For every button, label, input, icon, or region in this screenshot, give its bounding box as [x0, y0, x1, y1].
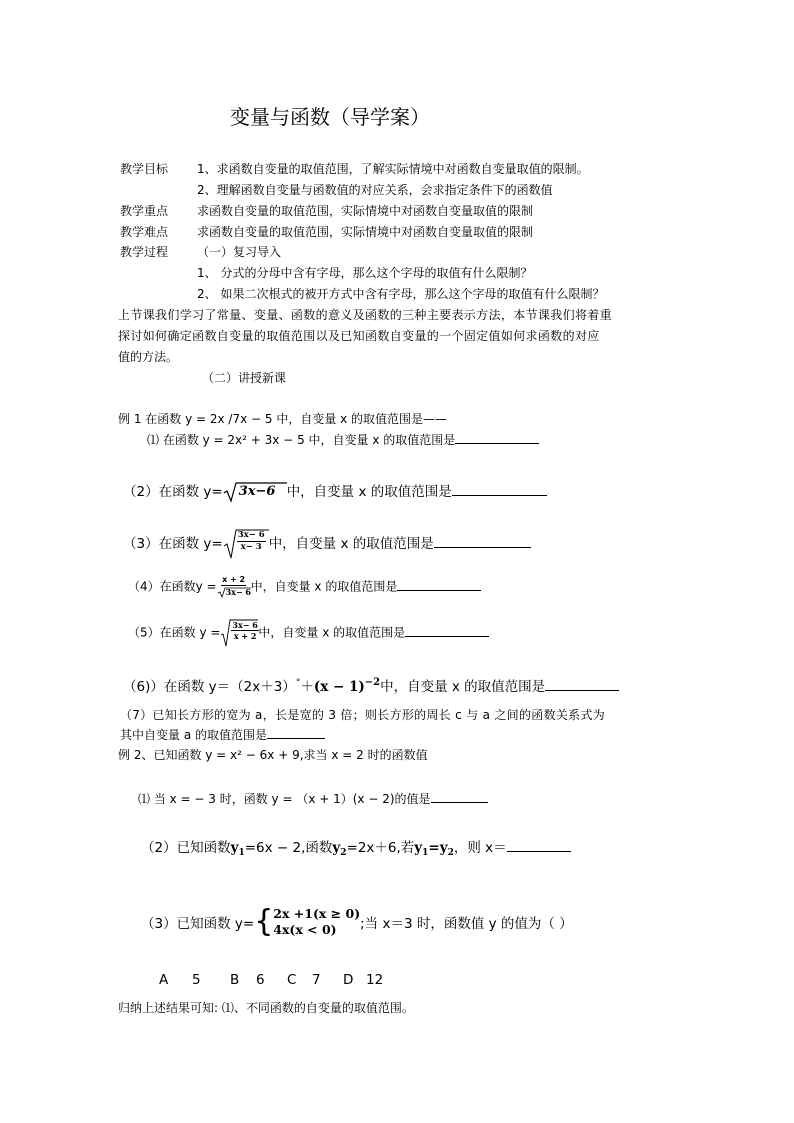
answer-blank[interactable] — [434, 535, 531, 548]
power-exponent: −2 — [364, 677, 381, 688]
question-prefix: （4）在函数y = — [128, 579, 217, 594]
question-suffix: 中，自变量 x 的取值范围是 — [250, 579, 398, 594]
intro-line-1: 上节课我们学习了常量、变量、函数的意义及函数的三种主要表示方法，本节课我们将着重 — [118, 308, 613, 322]
example-1-question-2 — [123, 480, 547, 503]
degree-superscript: ° — [295, 678, 301, 688]
key-text: 求函数自变量的取值范围，实际情境中对函数自变量取值的限制 — [197, 204, 534, 218]
intro-line-3: 值的方法。 — [118, 350, 179, 364]
example-1-question-3 — [123, 528, 531, 560]
y-variable: y — [332, 840, 341, 856]
option-b-value: 6 — [256, 972, 265, 988]
numerator: 3x− 6 — [232, 620, 258, 630]
question-prefix: （5）在函数 y = — [128, 625, 221, 640]
example-2-question-2 — [141, 836, 571, 856]
answer-blank[interactable] — [507, 839, 571, 852]
answer-blank[interactable] — [455, 431, 539, 444]
question-suffix: 中，自变量 x 的取值范围是 — [286, 484, 452, 500]
case-2: 4x(x < 0) — [273, 922, 337, 937]
question-suffix: 中，自变量 x 的取值范围是 — [268, 536, 434, 552]
answer-blank[interactable] — [267, 726, 325, 739]
answer-blank[interactable] — [452, 483, 547, 496]
goal-text-2: 2、理解函数自变量与函数值的对应关系，会求指定条件下的函数值 — [197, 183, 553, 197]
example-1-question-7-line-1: （7）已知长方形的宽为 a，长是宽的 3 倍；则长方形的周长 c 与 a 之间的函数关系式为 — [120, 708, 606, 722]
question-suffix: 中，自变量 x 的取值范围是 — [258, 625, 406, 640]
subscript: 2 — [340, 848, 347, 858]
option-b-label[interactable]: B — [230, 972, 240, 988]
answer-blank[interactable] — [545, 678, 619, 691]
hard-label: 教学难点 — [120, 225, 169, 239]
answer-blank[interactable] — [431, 790, 488, 803]
question-prefix: （2）在函数 y= — [123, 484, 223, 500]
power-base: (x − 1) — [313, 679, 365, 695]
question-suffix: 中，自变量 x 的取值范围是 — [380, 679, 546, 695]
question-suffix: ;当 x＝3 时，函数值 y 的值为（ ） — [360, 916, 573, 932]
section-heading: （二）讲授新课 — [202, 371, 287, 385]
review-question-2: 2、 如果二次根式的被开方式中含有字母，那么这个字母的取值有什么限制？ — [197, 287, 605, 301]
example-1-question-1 — [147, 431, 539, 448]
subscript: 1 — [238, 848, 245, 858]
question-text: 其中自变量 a 的取值范围是 — [120, 728, 267, 742]
goal-text-1: 1、求函数自变量的取值范围，了解实际情境中对函数自变量取值的限制。 — [197, 162, 589, 176]
subscript: 2 — [447, 848, 454, 858]
summary-text: 归纳上述结果可知: ⑴、不同函数的自变量的取值范围。 — [118, 1001, 414, 1015]
example-1-question-7-line-2 — [120, 726, 325, 743]
process-label: 教学过程 — [120, 245, 169, 259]
process-step-1: （一）复习导入 — [197, 245, 282, 259]
fraction — [231, 621, 258, 640]
goal-label: 教学目标 — [120, 162, 169, 176]
plus-sign: ＋ — [300, 679, 314, 695]
denominator — [217, 586, 251, 598]
option-d-label[interactable]: D — [343, 972, 354, 988]
example-1-question-4 — [128, 576, 481, 598]
example-1-question-6 — [123, 675, 619, 695]
y-variable: y — [439, 840, 448, 856]
denominator: x + 2 — [233, 631, 257, 641]
answer-blank[interactable] — [405, 624, 489, 637]
question-prefix: （2）已知函数 — [141, 840, 231, 856]
intro-line-2: 探讨如何确定函数自变量的取值范围以及已知函数自变量的一个固定值如何求函数的对应 — [118, 329, 600, 343]
question-suffix: ，则 x＝ — [453, 840, 507, 856]
option-d-value: 12 — [366, 972, 384, 988]
example-1-heading: 例 1 在函数 y = 2x /7x − 5 中，自变量 x 的取值范围是—— — [118, 412, 448, 426]
example-2-question-1 — [138, 790, 488, 807]
subscript: 1 — [422, 848, 429, 858]
fraction — [237, 531, 266, 551]
square-root — [217, 587, 251, 598]
question-prefix: （6)）在函数 y＝（2x＋3） — [123, 679, 296, 695]
square-root — [223, 528, 269, 560]
equals-sign: = — [428, 840, 440, 856]
option-a-label[interactable]: A — [159, 972, 169, 988]
option-c-label[interactable]: C — [287, 972, 297, 988]
function-definition: =2x＋6,若 — [346, 840, 415, 856]
square-root — [223, 481, 287, 503]
question-prefix: （3）已知函数 y= — [141, 916, 255, 932]
function-definition: =6x − 2,函数 — [244, 840, 333, 856]
y-variable: y — [414, 840, 423, 856]
left-brace: { — [254, 904, 274, 939]
numerator: 3x− 6 — [237, 530, 265, 540]
page-title: 变量与函数（导学案） — [230, 105, 430, 129]
answer-blank[interactable] — [397, 578, 481, 591]
case-1: 2x +1(x ≥ 0) — [273, 906, 361, 921]
option-c-value: 7 — [312, 972, 321, 988]
example-1-question-5 — [128, 619, 489, 647]
y-variable: y — [230, 840, 239, 856]
radicand: 3x− 6 — [225, 587, 251, 597]
example-2-heading: 例 2、已知函数 y = x² − 6x + 9,求当 x = 2 时的函数值 — [118, 748, 428, 762]
square-root — [220, 619, 258, 647]
option-a-value: 5 — [192, 972, 201, 988]
radicand: 3x−6 — [238, 484, 276, 499]
denominator: x− 3 — [240, 541, 262, 552]
key-label: 教学重点 — [120, 204, 169, 218]
review-question-1: 1、 分式的分母中含有字母，那么这个字母的取值有什么限制？ — [197, 266, 533, 280]
question-text: ⑴ 当 x = − 3 时，函数 y = （x + 1）(x − 2)的值是 — [138, 792, 431, 806]
hard-text: 求函数自变量的取值范围，实际情境中对函数自变量取值的限制 — [197, 225, 534, 239]
piecewise-cases — [273, 906, 360, 938]
question-prefix: （3）在函数 y= — [123, 536, 223, 552]
question-text: ⑴ 在函数 y = 2x² + 3x − 5 中，自变量 x 的取值范围是 — [147, 433, 456, 447]
example-2-question-3 — [141, 906, 573, 938]
numerator: x + 2 — [222, 575, 246, 584]
fraction — [217, 576, 251, 598]
